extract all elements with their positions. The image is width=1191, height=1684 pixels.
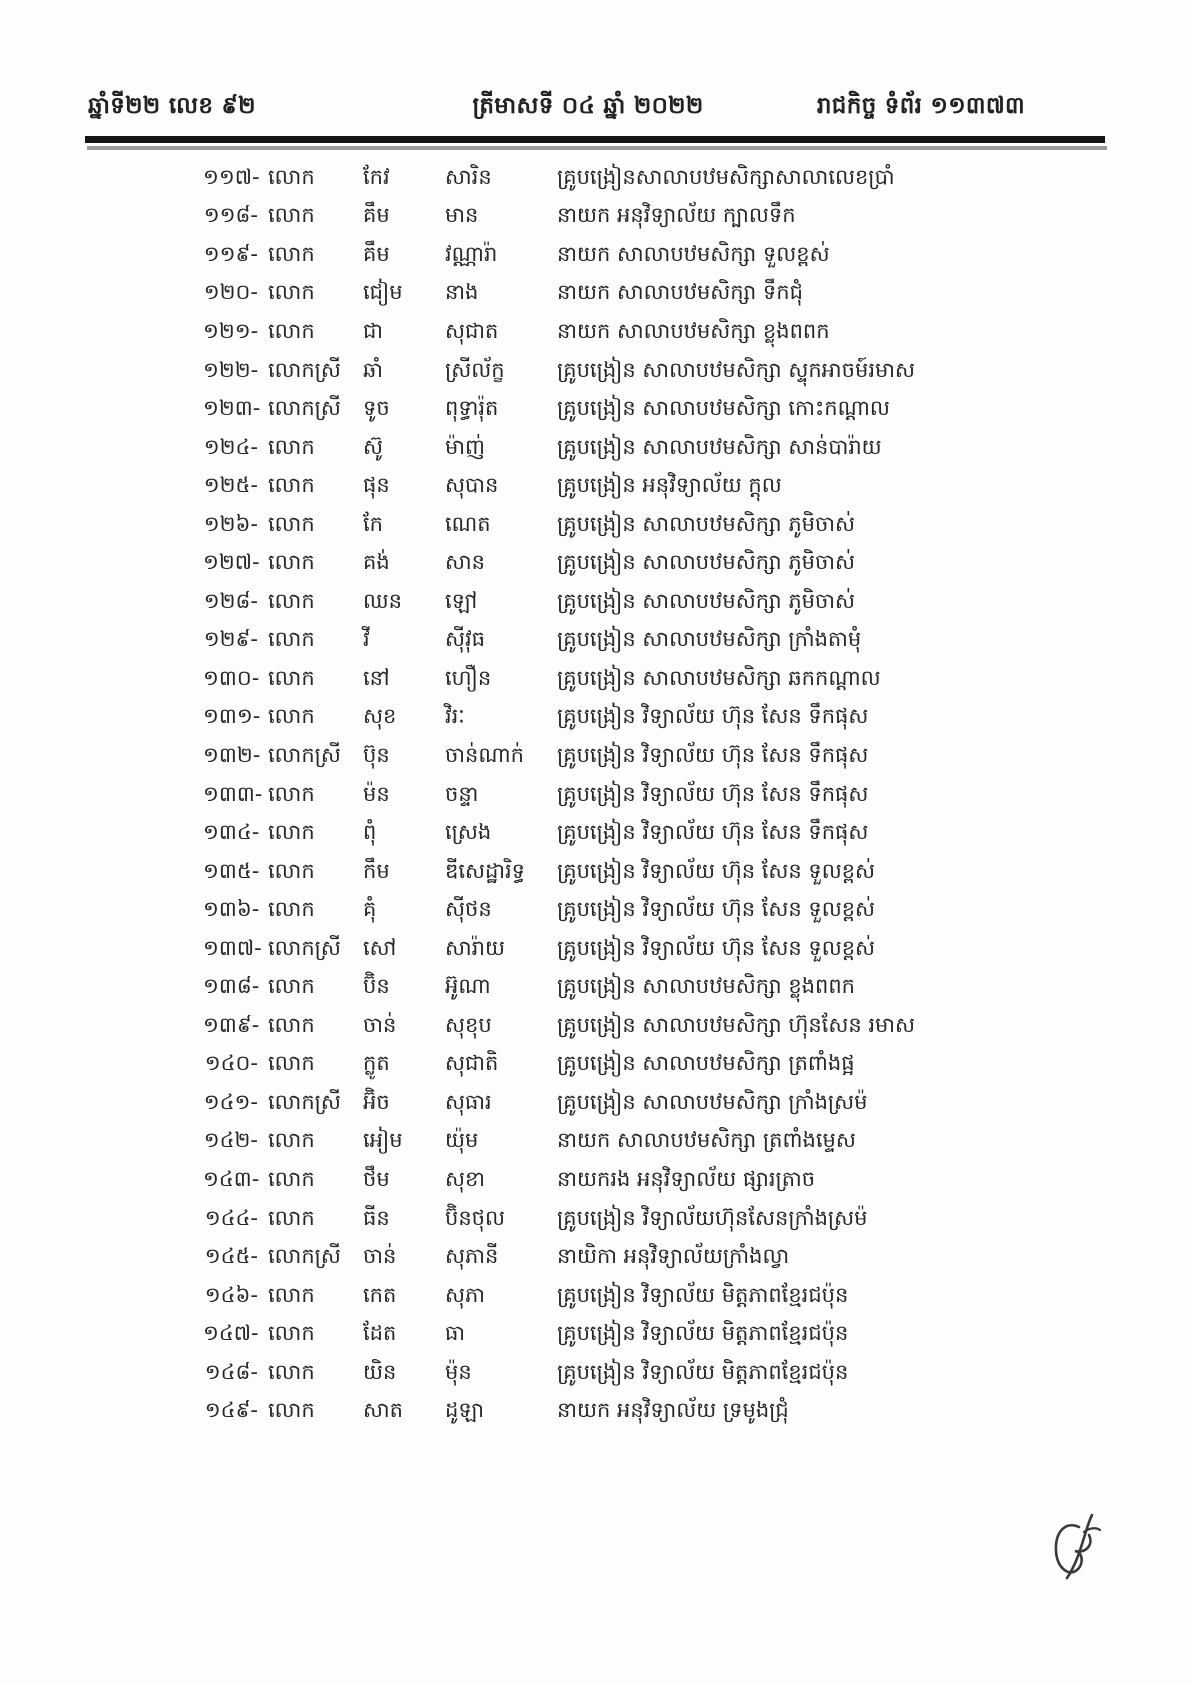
list-item (0, 1237, 1191, 1276)
entry-number: ១២៩- (203, 627, 258, 652)
entry-given-name: យ៉ុម (445, 1128, 479, 1153)
list-item (0, 1199, 1191, 1238)
entry-given-name: មាន (445, 203, 479, 228)
entry-honorific: លោក (268, 1128, 315, 1153)
entry-position: គ្រូបង្រៀន វិទ្យាល័យ ហ៊ុន សែន ទួលខ្ពស់ (557, 897, 876, 922)
entry-number: ១២៣- (203, 396, 261, 421)
entry-given-name: ហឿន (445, 665, 492, 690)
entry-given-name: វិរៈ (445, 704, 465, 729)
list-item (0, 698, 1191, 737)
entry-position: គ្រូបង្រៀន សាលាបឋមសិក្សា សាន់បារ៉ាយ (557, 434, 882, 459)
entry-number: ១៤៦- (204, 1282, 258, 1307)
entry-honorific: លោក (268, 1012, 315, 1037)
entry-surname: ថឹម (363, 1166, 390, 1191)
entry-honorific: លោក (268, 627, 315, 652)
list-item (0, 1160, 1191, 1199)
entry-surname: កែវ (363, 164, 390, 189)
entry-surname: សាត (363, 1398, 403, 1423)
header-rule-black (85, 136, 1105, 143)
entry-honorific: លោក (268, 858, 315, 883)
entry-position: គ្រូបង្រៀន វិទ្យាល័យ ហ៊ុន សែន ទឹកផុស (557, 781, 869, 806)
entry-given-name: សាន (445, 550, 485, 575)
entry-honorific: លោក (268, 241, 315, 266)
entry-surname: យិន (363, 1359, 397, 1384)
list-item (0, 1045, 1191, 1084)
entry-position: នាយិកា អនុវិទ្យាល័យក្រាំងល្វា (557, 1244, 790, 1269)
entry-number: ១២៨- (203, 588, 258, 613)
entry-position: គ្រូបង្រៀន វិទ្យាល័យហ៊ុនសែនក្រាំងស្រម៉ (557, 1205, 868, 1230)
entry-surname: ក្លូត (363, 1051, 390, 1076)
entry-honorific: លោក (268, 473, 315, 498)
entry-number: ១៤៨- (204, 1359, 258, 1384)
list-item (0, 197, 1191, 236)
entry-given-name: ស្រីល័ក្ខ (445, 357, 505, 382)
entry-number: ១១៨- (203, 203, 258, 228)
entry-position: គ្រូបង្រៀនសាលាបឋមសិក្សាសាលាលេខប្រាំ (557, 164, 895, 189)
entry-number: ១២៥- (203, 473, 258, 498)
entry-number: ១២៧- (203, 550, 260, 575)
entry-given-name: ណេត (445, 511, 491, 536)
entry-surname: នៅ (363, 665, 390, 690)
entry-given-name: ម៉ុន (445, 1359, 472, 1384)
list-item (0, 582, 1191, 621)
entry-given-name: សុភា (445, 1282, 485, 1307)
entry-surname: អៀម (363, 1128, 403, 1153)
entry-given-name: ស៊ីវុធ (445, 627, 485, 652)
entry-honorific: លោកស្រី (268, 1089, 341, 1114)
entry-position: គ្រូបង្រៀន សាលាបឋមសិក្សា ខ្លុងពពក (557, 974, 855, 999)
entry-position: គ្រូបង្រៀន សាលាបឋមសិក្សា ក្រាំងស្រម៉ (557, 1089, 868, 1114)
entry-given-name: សារិន (445, 164, 492, 189)
entry-number: ១២២- (203, 357, 259, 382)
entry-position: គ្រូបង្រៀន វិទ្យាល័យ មិត្តភាពខ្មែរជប៉ុន (557, 1321, 849, 1346)
entry-honorific: លោក (268, 280, 315, 305)
list-item (0, 389, 1191, 428)
entry-honorific: លោក (268, 665, 315, 690)
entry-honorific: លោក (268, 550, 315, 575)
entry-honorific: លោក (268, 1359, 315, 1384)
entry-number: ១២១- (203, 318, 259, 343)
entry-position: នាយករង អនុវិទ្យាល័យ ផ្សារត្រាច (557, 1166, 816, 1191)
entry-surname: គឹម (363, 203, 390, 228)
entry-surname: កែ (363, 511, 383, 536)
list-item (0, 1006, 1191, 1045)
entry-position: គ្រូបង្រៀន សាលាបឋមសិក្សា ភូមិចាស់ (557, 511, 855, 536)
entry-honorific: លោក (268, 1321, 315, 1346)
entry-given-name: សុខា (445, 1166, 485, 1191)
entry-honorific: លោក (268, 820, 315, 845)
entry-given-name: សុជាតិ (445, 1051, 499, 1076)
entry-number: ១៣២- (203, 742, 261, 767)
list-item (0, 158, 1191, 197)
entry-honorific: លោកស្រី (268, 396, 341, 421)
entry-given-name: ធា (445, 1321, 465, 1346)
entry-surname: ពុំ (363, 820, 377, 845)
entry-given-name: ឌីសេដ្ឋារិទ្ធ (445, 858, 525, 883)
entry-honorific: លោក (268, 164, 315, 189)
entry-given-name: អ៊ូណា (445, 974, 491, 999)
header-year-issue: ឆ្នាំទី២២ លេខ ៩២ (88, 93, 256, 119)
entry-given-name: ប៊ិនថុល (445, 1205, 505, 1230)
entry-honorific: លោកស្រី (268, 357, 341, 382)
entry-number: ១១៩- (203, 241, 258, 266)
entry-surname: កេត (363, 1282, 397, 1307)
entry-number: ១៤០- (204, 1051, 258, 1076)
list-item (0, 929, 1191, 968)
entry-honorific: លោក (268, 781, 315, 806)
entry-given-name: ចាន់ណាក់ (445, 742, 524, 767)
entry-honorific: លោកស្រី (268, 935, 341, 960)
entry-surname: ចាន់ (363, 1012, 397, 1037)
entry-given-name: សុខុប (445, 1012, 492, 1037)
list-item (0, 890, 1191, 929)
list-item (0, 659, 1191, 698)
entry-number: ១២៤- (203, 434, 258, 459)
entry-position: គ្រូបង្រៀន សាលាបឋមសិក្សា ស្ទុកអាចម៍រមាស (557, 357, 915, 382)
entry-honorific: លោកស្រី (268, 1244, 341, 1269)
entry-given-name: ចន្ទា (445, 781, 479, 806)
entry-given-name: សារ៉ាយ (445, 935, 505, 960)
entry-surname: ឈន (363, 588, 402, 613)
entry-number: ១៤៣- (203, 1166, 260, 1191)
entry-number: ១១៧- (203, 164, 260, 189)
entry-honorific: លោកស្រី (268, 742, 341, 767)
entry-honorific: លោក (268, 1205, 315, 1230)
entry-position: នាយក សាលាបឋមសិក្សា ទួលខ្ពស់ (557, 241, 830, 266)
entry-given-name: វណ្ណារ៉ា (445, 241, 498, 266)
entry-number: ១៤៩- (204, 1398, 258, 1423)
list-item (0, 505, 1191, 544)
entry-given-name: សុភានី (445, 1244, 499, 1269)
entry-surname: សៅ (363, 935, 397, 960)
entry-position: គ្រូបង្រៀន វិទ្យាល័យ ហ៊ុន សែន ទឹកផុស (557, 820, 869, 845)
entry-surname: ដែត (363, 1321, 397, 1346)
entry-honorific: លោក (268, 511, 315, 536)
entry-number: ១៣៩- (203, 1012, 260, 1037)
entry-surname: ចាន់ (363, 1244, 397, 1269)
entry-position: គ្រូបង្រៀន វិទ្យាល័យ ហ៊ុន សែន ទួលខ្ពស់ (557, 858, 876, 883)
entry-given-name: សុធារ (445, 1089, 492, 1114)
list-item (0, 775, 1191, 814)
entry-position: គ្រូបង្រៀន សាលាបឋមសិក្សា ភូមិចាស់ (557, 550, 855, 575)
list-item (0, 813, 1191, 852)
entry-number: ១៣០- (203, 665, 260, 690)
entry-position: គ្រូបង្រៀន សាលាបឋមសិក្សា ក្រាំងតាមុំ (557, 627, 862, 652)
list-item (0, 1353, 1191, 1392)
entry-number: ១៤១- (203, 1089, 258, 1114)
list-item (0, 621, 1191, 660)
list-item (0, 312, 1191, 351)
handwritten-initial-mark (1048, 1512, 1110, 1592)
entry-given-name: សុបាន (445, 473, 499, 498)
entry-surname: ជា (363, 318, 383, 343)
entry-surname: កឹម (363, 858, 390, 883)
entry-honorific: លោក (268, 434, 315, 459)
entry-surname: ស៊ូ (363, 434, 383, 459)
list-item (0, 852, 1191, 891)
entry-surname: ទូច (363, 396, 390, 421)
entry-position: គ្រូបង្រៀន សាលាបឋមសិក្សា កោះកណ្តាល (557, 396, 890, 421)
entry-position: នាយក សាលាបឋមសិក្សា ទឹកជុំ (557, 280, 803, 305)
list-item (0, 351, 1191, 390)
entry-surname: ឆាំ (363, 357, 383, 382)
list-item (0, 1083, 1191, 1122)
entry-given-name: ម៉ាញ់ (445, 434, 485, 459)
list-item (0, 1276, 1191, 1315)
entry-given-name: សុជាត (445, 318, 499, 343)
entry-given-name: ឡៅ (445, 588, 478, 613)
entry-position: នាយក អនុវិទ្យាល័យ ទ្រមូងជ្រុំ (557, 1398, 789, 1423)
list-item (0, 1314, 1191, 1353)
list-item (0, 235, 1191, 274)
entry-given-name: នាង (445, 280, 479, 305)
entry-honorific: លោក (268, 1398, 315, 1423)
entry-honorific: លោក (268, 704, 315, 729)
entry-number: ១៣១- (203, 704, 261, 729)
entry-number: ១២៦- (203, 511, 258, 536)
entry-honorific: លោក (268, 588, 315, 613)
entry-number: ១៤៧- (203, 1321, 259, 1346)
entry-honorific: លោក (268, 203, 315, 228)
entry-honorific: លោក (268, 897, 315, 922)
entry-surname: សុខ (363, 704, 397, 729)
entry-surname: ម៉ន (363, 781, 390, 806)
entry-honorific: លោក (268, 318, 315, 343)
entry-surname: គុំ (363, 897, 377, 922)
entry-number: ១៤៥- (204, 1244, 258, 1269)
list-item (0, 1392, 1191, 1431)
entry-surname: គង់ (363, 550, 390, 575)
entry-position: គ្រូបង្រៀន វិទ្យាល័យ ហ៊ុន សែន ទឹកផុស (557, 742, 869, 767)
entry-position: នាយក អនុវិទ្យាល័យ ក្បាលទឹក (557, 203, 796, 228)
entry-position: នាយក សាលាបឋមសិក្សា ខ្លុងពពក (557, 318, 830, 343)
list-item (0, 1122, 1191, 1161)
entry-number: ១៣៨- (203, 974, 260, 999)
list-item (0, 736, 1191, 775)
entry-given-name: ស៊ីថន (445, 897, 492, 922)
entry-surname: អ៊ិច (363, 1089, 390, 1114)
header-page-number: រាជកិច្ច ទំព័រ ១១៣៧៣ (816, 93, 1025, 119)
entry-honorific: លោក (268, 1282, 315, 1307)
entry-number: ១៤៤- (204, 1205, 258, 1230)
entry-surname: ប៊ិន (363, 974, 390, 999)
entry-position: គ្រូបង្រៀន វិទ្យាល័យ មិត្តភាពខ្មែរជប៉ុន (557, 1282, 849, 1307)
entry-surname: វី (363, 627, 370, 652)
entry-position: គ្រូបង្រៀន វិទ្យាល័យ ហ៊ុន សែន ទួលខ្ពស់ (557, 935, 876, 960)
entry-position: គ្រូបង្រៀន អនុវិទ្យាល័យ ក្តុល (557, 473, 782, 498)
entry-number: ១៣៧- (203, 935, 262, 960)
list-item (0, 428, 1191, 467)
list-item (0, 967, 1191, 1006)
entry-position: នាយក សាលាបឋមសិក្សា ត្រពាំងម្ទេស (557, 1128, 856, 1153)
entry-given-name: ស្រេង (445, 820, 492, 845)
entry-surname: ប៊ុន (363, 742, 390, 767)
entry-number: ១៣៣- (203, 781, 263, 806)
entry-given-name: ពុទ្ធារ៉ុត (445, 396, 499, 421)
entry-position: គ្រូបង្រៀន សាលាបឋមសិក្សា ភូមិចាស់ (557, 588, 855, 613)
entry-surname: ធីន (363, 1205, 390, 1230)
header-rule-shadow (87, 146, 1107, 150)
entry-surname: ផុន (363, 473, 390, 498)
entry-position: គ្រូបង្រៀន វិទ្យាល័យ មិត្តភាពខ្មែរជប៉ុន (557, 1359, 849, 1384)
page-header (85, 86, 1105, 132)
entry-honorific: លោក (268, 1051, 315, 1076)
list-item (0, 466, 1191, 505)
entry-number: ១៣៤- (203, 820, 260, 845)
list-item (0, 543, 1191, 582)
entry-position: គ្រូបង្រៀន សាលាបឋមសិក្សា ឆកកណ្តាល (557, 665, 881, 690)
entry-number: ១៣៦- (203, 897, 260, 922)
entry-number: ១៤២- (203, 1128, 258, 1153)
list-item (0, 274, 1191, 313)
entry-given-name: ដូឡា (445, 1398, 484, 1423)
entry-surname: គឹម (363, 241, 390, 266)
entry-position: គ្រូបង្រៀន សាលាបឋមសិក្សា ត្រពាំងផ្អ (557, 1051, 855, 1076)
entry-number: ១៣៥- (203, 858, 260, 883)
entry-position: គ្រូបង្រៀន វិទ្យាល័យ ហ៊ុន សែន ទឹកផុស (557, 704, 869, 729)
entry-honorific: លោក (268, 1166, 315, 1191)
entry-number: ១២០- (203, 280, 258, 305)
entry-honorific: លោក (268, 974, 315, 999)
entry-list (0, 158, 1191, 1430)
entry-surname: ជៀម (363, 280, 403, 305)
header-quarter: ត្រីមាសទី ០៤ ឆ្នាំ ២០២២ (472, 93, 704, 119)
entry-position: គ្រូបង្រៀន សាលាបឋមសិក្សា ហ៊ុនសែន រមាស (557, 1012, 915, 1037)
